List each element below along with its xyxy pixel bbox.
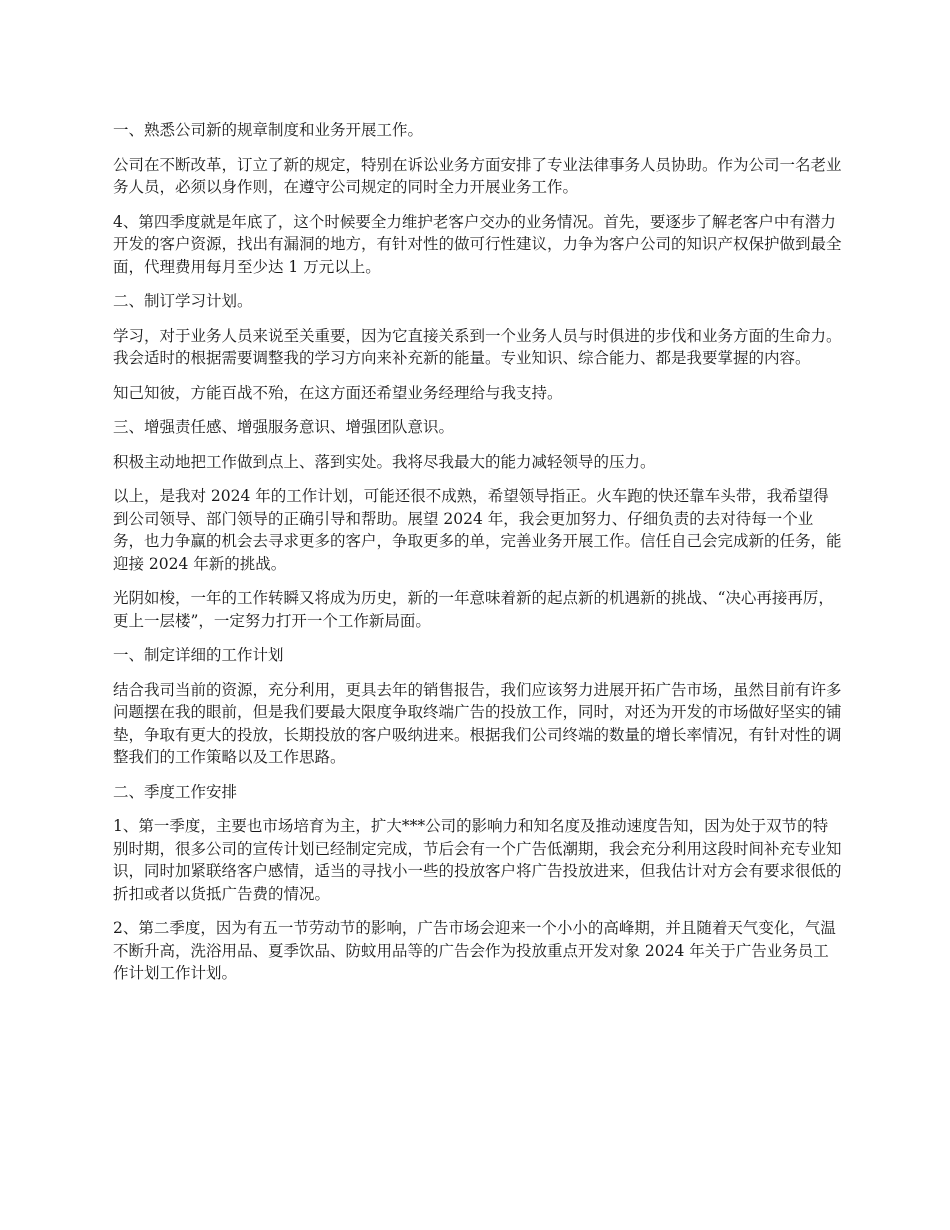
body-paragraph: 光阴如梭，一年的工作转瞬又将成为历史，新的一年意味着新的起点新的机遇新的挑战、“决心再接再厉，更上一层楼”，一定努力打开一个工作新局面。 [113,589,834,630]
body-paragraph: 以上，是我对 2024 年的工作计划，可能还很不成熟，希望领导指正。火车跑的快还靠车头带，我希望得到公司领导、部门领导的正确引导和帮助。展望 2024 年，我会更加努力、仔细负责的去对待每一个业务，也力争赢的机会去寻求更多的客户，争取更多的单，完善业务开展工作。信任自己会完成新的任务，能迎接 2024 年新的挑战。 [113,487,842,573]
body-paragraph: 4、第四季度就是年底了，这个时候要全力维护老客户交办的业务情况。首先，要逐步了解老客户中有潜力开发的客户资源，找出有漏洞的地方，有针对性的做可行性建议，力争为客户公司的知识产权保护做到最全面，代理费用每月至少达 1 万元以上。 [113,212,842,276]
body-paragraph: 2、第二季度，因为有五一节劳动节的影响，广告市场会迎来一个小小的高峰期，并且随着天气变化，气温不断升高，洗浴用品、夏季饮品、防蚊用品等的广告会作为投放重点开发对象 2024 年关于广告业务员工作计划工作计划。 [113,919,836,982]
body-paragraph: 积极主动地把工作做到点上、落到实处。我将尽我最大的能力减轻领导的压力。 [113,452,656,471]
section-heading: 二、制订学习计划。 [113,292,253,310]
body-paragraph: 结合我司当前的资源，充分利用，更具去年的销售报告，我们应该努力进展开拓广告市场，虽然目前有许多问题摆在我的眼前，但是我们要最大限度争取终端广告的投放工作，同时，对还为开发的市场做好坚实的铺垫，争取有更大的投放，长期投放的客户吸纳进来。根据我们公司终端的数量的增长率情况，有针对性的调整我们的工作策略以及工作思路。 [113,680,842,766]
section-heading: 二、季度工作安排 [113,782,238,801]
section-heading: 三、增强责任感、增强服务意识、增强团队意识。 [113,418,455,436]
section-heading: 一、制定详细的工作计划 [113,646,284,664]
section-heading: 一、熟悉公司新的规章制度和业务开展工作。 [113,121,424,139]
document-page [113,119,843,997]
body-paragraph: 学习，对于业务人员来说至关重要，因为它直接关系到一个业务人员与时俱进的步伐和业务方面的生命力。我会适时的根据需要调整我的学习方向来补充新的能量。专业知识、综合能力、都是我要掌握的内容。 [113,326,842,367]
body-paragraph: 公司在不断改革，订立了新的规定，特别在诉讼业务方面安排了专业法律事务人员协助。作为公司一名老业务人员，必须以身作则，在遵守公司规定的同时全力开展业务工作。 [113,155,842,196]
body-paragraph: 知己知彼，方能百战不殆，在这方面还希望业务经理给与我支持。 [113,383,563,402]
body-paragraph: 1、第一季度，主要也市场培育为主，扩大***公司的影响力和知名度及推动速度告知，因为处于双节的特别时期，很多公司的宣传计划已经制定完成，节后会有一个广告低潮期，我会充分利用这段时间补充专业知识，同时加紧联络客户感情，适当的寻找小一些的投放客户将广告投放进来，但我估计对方会有要求很低的折扣或者以货抵广告费的情况。 [113,817,842,903]
